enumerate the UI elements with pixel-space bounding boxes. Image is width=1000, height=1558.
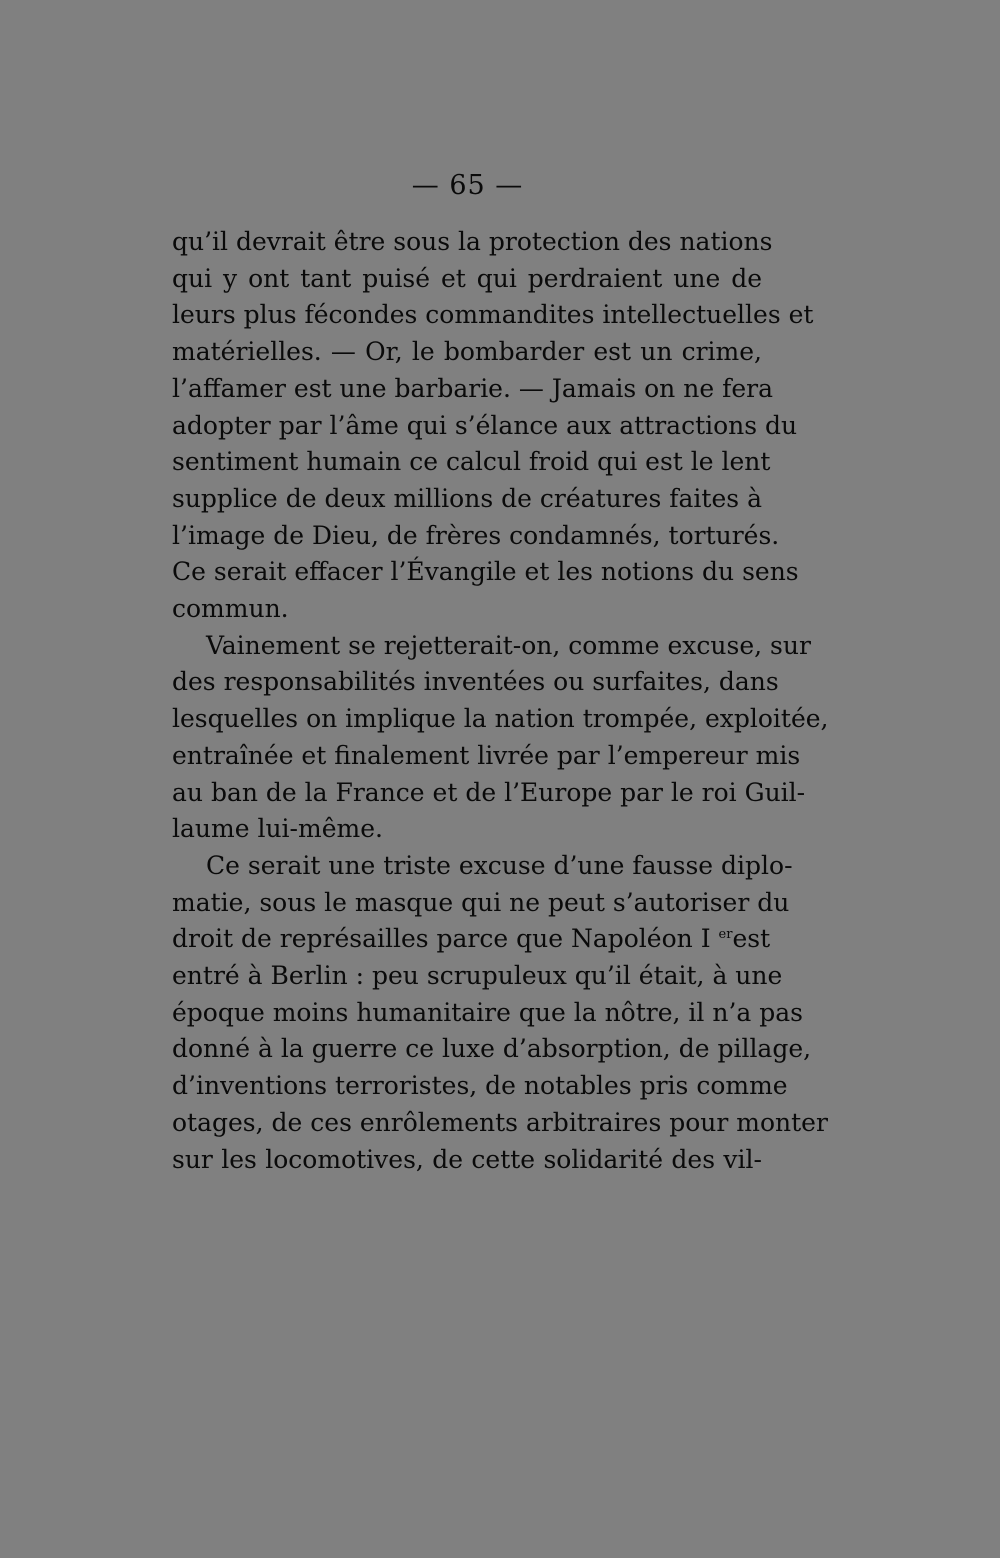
text-line: lesquelles on implique la nation trompée, exploitée, bbox=[172, 704, 829, 734]
text-segment: droit de représailles parce que Napoléon I bbox=[172, 924, 711, 954]
text-line: l’image de Dieu, de frères condamnés, torturés. bbox=[172, 520, 780, 550]
text-line: matérielles. — Or, le bombarder est un crime, bbox=[172, 337, 762, 367]
text-line: adopter par l’âme qui s’élance aux attractions du bbox=[172, 410, 798, 440]
text-line: donné à la guerre ce luxe d’absorption, de pillage, bbox=[172, 1034, 812, 1064]
paragraph-1 bbox=[172, 224, 814, 628]
text-line: otages, de ces enrôlements arbitraires pour monter bbox=[172, 1107, 828, 1137]
text-line: supplice de deux millions de créatures faites à bbox=[172, 483, 762, 513]
text-line: l’affamer est une barbarie. — Jamais on ne fera bbox=[172, 373, 773, 403]
text-segment: est bbox=[732, 924, 771, 954]
text-line: d’inventions terroristes, de notables pris comme bbox=[172, 1071, 788, 1101]
text-line: entraînée et finalement livrée par l’empereur mis bbox=[172, 740, 801, 770]
text-line: entré à Berlin : peu scrupuleux qu’il était, à une bbox=[172, 961, 783, 991]
text-line: des responsabilités inventées ou surfaites, dans bbox=[172, 667, 779, 697]
body-text bbox=[172, 224, 829, 1178]
text-line: sentiment humain ce calcul froid qui est le lent bbox=[172, 447, 771, 477]
text-line: qui y ont tant puisé et qui perdraient une de bbox=[172, 263, 762, 293]
text-line: au ban de la France et de l’Europe par le roi Guil- bbox=[172, 777, 806, 807]
text-line: leurs plus fécondes commandites intellectuelles et bbox=[172, 300, 814, 330]
text-line: sur les locomotives, de cette solidarité des vil- bbox=[172, 1144, 762, 1174]
paragraph-3 bbox=[172, 848, 828, 1178]
text-line: Ce serait une triste excuse d’une fausse diplo- bbox=[206, 850, 793, 880]
text-line-with-superscript bbox=[172, 921, 771, 958]
text-line: qu’il devrait être sous la protection des nations bbox=[172, 227, 773, 256]
page-number: — 65 — bbox=[411, 170, 524, 201]
superscript: er bbox=[718, 927, 733, 943]
text-line: commun. bbox=[172, 594, 289, 624]
paragraph-2 bbox=[172, 628, 829, 848]
text-line: matie, sous le masque qui ne peut s’autoriser du bbox=[172, 887, 790, 917]
text-line: laume lui-même. bbox=[172, 814, 383, 844]
text-line: Vainement se rejetterait-on, comme excuse, sur bbox=[206, 630, 811, 660]
text-line: époque moins humanitaire que la nôtre, il n’a pas bbox=[172, 997, 803, 1027]
text-line: Ce serait effacer l’Évangile et les notions du sens bbox=[172, 557, 799, 587]
